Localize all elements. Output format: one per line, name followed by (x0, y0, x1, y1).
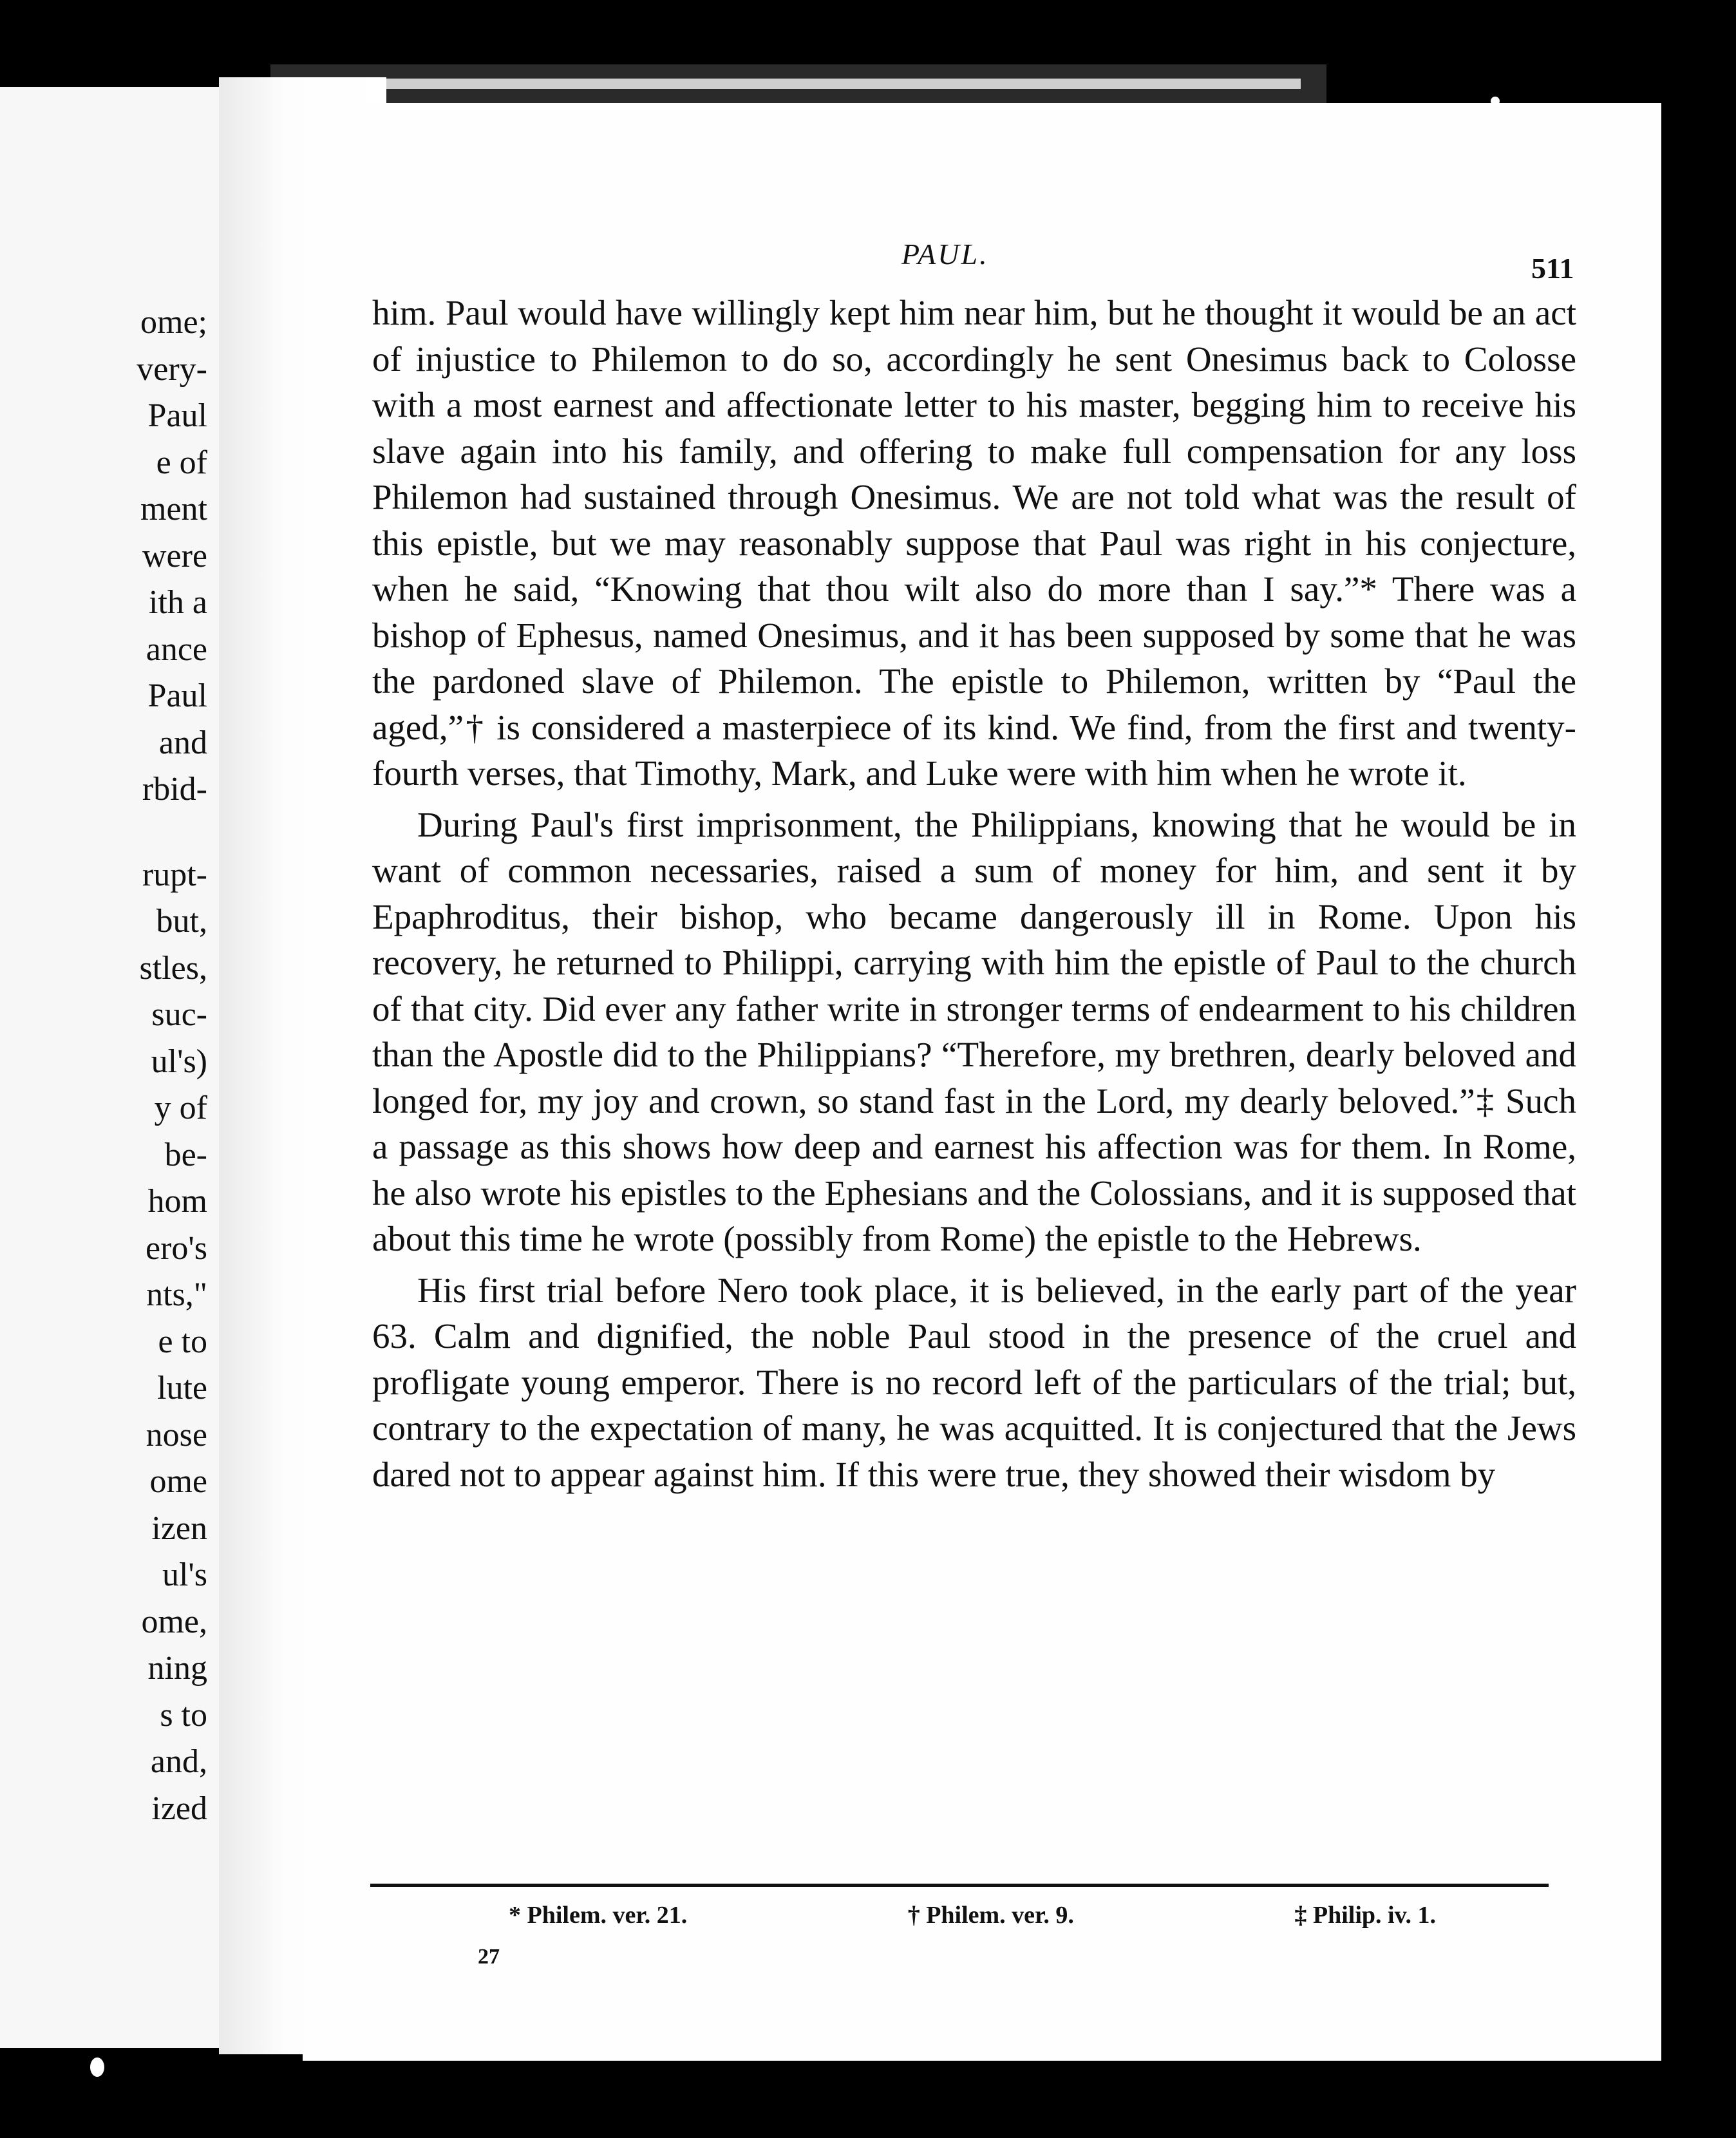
facing-page-fragment: rbid- (142, 771, 207, 808)
facing-page-fragment: ized (151, 1790, 207, 1827)
facing-page-fragment: Paul (147, 397, 207, 434)
facing-page-fragment: e of (156, 444, 207, 481)
facing-page-fragment: ul's) (151, 1043, 207, 1080)
facing-page-fragment: izen (151, 1509, 207, 1547)
facing-page-fragment: rupt- (142, 856, 207, 893)
paragraph-3: His first trial before Nero took place, it is believed, in the early part of the year 63. Calm and dignified, the noble Paul stood in the presence of the cruel and profligate young emperor. There is no record left of the particulars of the trial; but, contrary to the expectation of many, he was acquitted. It is conjectured that the Jews dared not to appear against him. If this were true, they showed their wisdom by (372, 1270, 1576, 1494)
facing-page-fragment: and, (150, 1743, 207, 1780)
facing-page-fragment: stles, (139, 949, 207, 987)
facing-page-fragment: ning (147, 1650, 207, 1687)
footnotes (509, 1901, 1436, 1929)
facing-page-fragment: and (158, 724, 207, 761)
running-head: PAUL. (901, 238, 989, 270)
facing-page-fragment: Paul (147, 677, 207, 714)
scan-speck (1491, 97, 1500, 106)
facing-page-fragment: but, (156, 903, 207, 940)
page-number: 511 (1531, 252, 1574, 285)
facing-page-left (0, 87, 219, 2048)
footnote-rule (370, 1884, 1549, 1887)
facing-page-fragment: lute (157, 1370, 207, 1406)
facing-page-fragment: very- (137, 350, 207, 388)
footnote-1: * Philem. ver. 21. (509, 1902, 688, 1929)
body-text (372, 290, 1576, 1497)
facing-page-fragment: ment (140, 491, 207, 527)
footnote-2: † Philem. ver. 9. (907, 1902, 1074, 1929)
facing-page-fragment: suc- (151, 996, 207, 1033)
paragraph-2: During Paul's first imprisonment, the Philippians, knowing that he would be in want of common necessaries, raised a sum of money for him, and sent it by Epaphroditus, their bishop, who became dangerously ill in Rome. Upon his recovery, he returned to Philippi, carrying with him the epistle of Paul to the church of that city. Did ever any father write in stronger terms of endearment to his children than the Apostle did to the Philippians? “Therefore, my brethren, dearly beloved and longed for, my joy and crown, so stand fast in the Lord, my dearly beloved.”‡ Such a passage as this shows how deep and earnest his affection was for them. In Rome, he also wrote his epistles to the Ephesians and the Colossians, and it is supposed that about this time he wrote (possibly from Rome) the epistle to the Hebrews. (372, 804, 1576, 1258)
facing-page-fragment: hom (147, 1183, 207, 1220)
facing-page-fragment: nose (146, 1416, 207, 1453)
facing-page-fragment: be- (164, 1136, 207, 1173)
facing-page-fragment: ome; (140, 304, 207, 341)
facing-page-fragment: ul's (162, 1556, 207, 1593)
paragraph-1: him. Paul would have willingly kept him near him, but he thought it would be an act of injustice to Philemon to do so, accordingly he sent Onesimus back to Colosse with a most earnest and affectionate letter to his master, begging him to receive his slave again into his family, and offering to make full compensation for any loss Philemon had sustained through Onesimus. We are not told what was the result of this epistle, but we may reasonably suppose that Paul was right in his conjecture, when he said, “Knowing that thou wilt also do more than I say.”* There was a bishop of Ephesus, named Onesimus, and it has been supposed by some that he was the pardoned slave of Philemon. The epistle to Philemon, written by “Paul the aged,”† is considered a masterpiece of its kind. We find, from the first and twenty-fourth verses, that Timothy, Mark, and Luke were with him when he wrote it. (372, 293, 1576, 793)
scan-speck (90, 2058, 104, 2077)
facing-page-fragment: nts," (146, 1276, 207, 1313)
book-top-edge (270, 64, 1326, 103)
facing-page-fragment: ome (149, 1463, 207, 1500)
facing-page-fragment: y of (154, 1090, 207, 1126)
facing-page-fragment: e to (158, 1323, 207, 1360)
facing-page-fragment: ero's (145, 1229, 207, 1267)
facing-page-fragment: ance (146, 630, 207, 668)
footnote-3: ‡ Philip. iv. 1. (1294, 1902, 1436, 1929)
facing-page-fragment: ome, (141, 1603, 207, 1640)
signature-mark: 27 (478, 1945, 500, 1969)
facing-page-fragment: were (142, 537, 207, 574)
facing-page-fragment: s to (160, 1696, 207, 1734)
facing-page-fragment: ith a (149, 584, 207, 621)
